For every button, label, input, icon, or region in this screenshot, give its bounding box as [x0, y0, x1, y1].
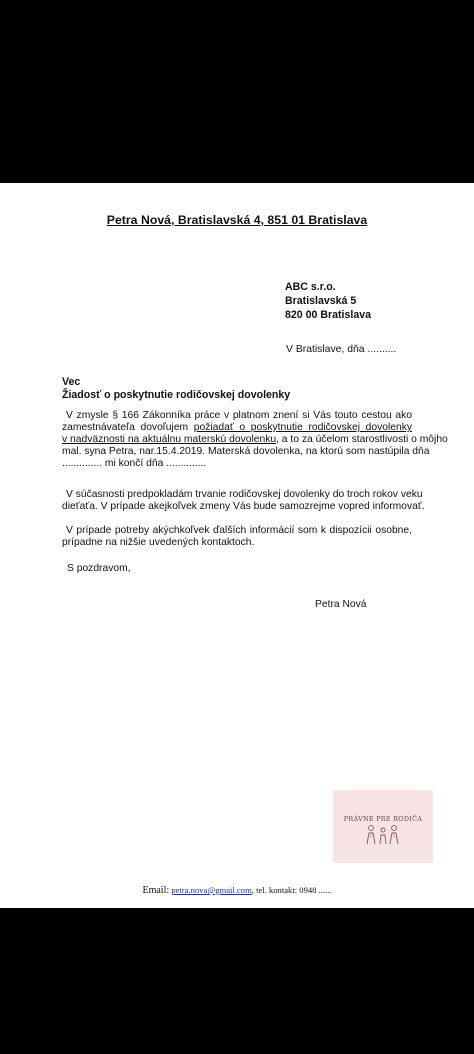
- paragraph-request: [62, 410, 448, 470]
- footer-contact: [0, 885, 474, 896]
- paragraph-request-line: mal. syna Petra, nar.15.4.2019. Materská dovolenka, na ktorú som nastúpila dňa: [62, 446, 430, 457]
- footer-phone: , tel. kontakt: 0948 ......: [251, 885, 332, 895]
- recipient-address: [285, 280, 371, 322]
- sender-address: Petra Nová, Bratislavská 4, 851 01 Bratislava: [106, 213, 368, 227]
- underlined-span: požiadať o poskytnutie rodičovskej dovolenky: [193, 422, 412, 433]
- paragraph-contact-line: prípadne na nižšie uvedených kontaktoch.: [62, 537, 255, 548]
- paragraph-request-line: [62, 422, 412, 434]
- paragraph-contact: [62, 525, 412, 549]
- underlined-span: v nadväznosti na aktuálnu materskú dovolenku: [62, 434, 277, 445]
- paragraph-duration: [62, 489, 425, 513]
- family-figures-icon: [363, 824, 403, 846]
- subject-label: Vec: [62, 376, 81, 388]
- closing-greeting: S pozdravom,: [67, 563, 131, 574]
- place-date: V Bratislave, dňa ..........: [286, 344, 397, 355]
- paragraph-request-line: [62, 434, 448, 446]
- signature-name: Petra Nová: [315, 599, 367, 610]
- paragraph-contact-line: V prípade potreby akýchkoľvek ďalších informácií som k dispozícii osobne,: [66, 525, 412, 536]
- logo-text: PRÁVNE PRE RODIČA: [343, 815, 423, 823]
- document-page: [0, 183, 474, 908]
- footer-email-label: Email:: [142, 885, 170, 896]
- text-span: , a to za účelom starostlivosti o môjho: [276, 434, 448, 445]
- recipient-street: Bratislavská 5: [285, 295, 357, 307]
- footer-email-link[interactable]: petra.nova@gmail.com: [171, 885, 252, 895]
- subject-title: Žiadosť o poskytnutie rodičovskej dovolenky: [62, 389, 291, 401]
- brand-logo: [333, 790, 433, 863]
- text-span: zamestnávateľa dovoľujem: [62, 422, 194, 433]
- paragraph-request-line: V zmysle § 166 Zákonníka práce v platnom znení si Vás touto cestou ako: [66, 410, 412, 421]
- recipient-city: 820 00 Bratislava: [285, 309, 371, 321]
- paragraph-duration-line: V súčasnosti predpokladám trvanie rodičovskej dovolenky do troch rokov veku: [66, 489, 423, 500]
- recipient-name: ABC s.r.o.: [285, 281, 336, 293]
- paragraph-request-line: .............. mi končí dňa ..............: [62, 458, 207, 469]
- subject-block: [62, 376, 290, 402]
- paragraph-duration-line: dieťaťa. V prípade akejkoľvek zmeny Vás bude samozrejme vopred informovať.: [62, 501, 425, 512]
